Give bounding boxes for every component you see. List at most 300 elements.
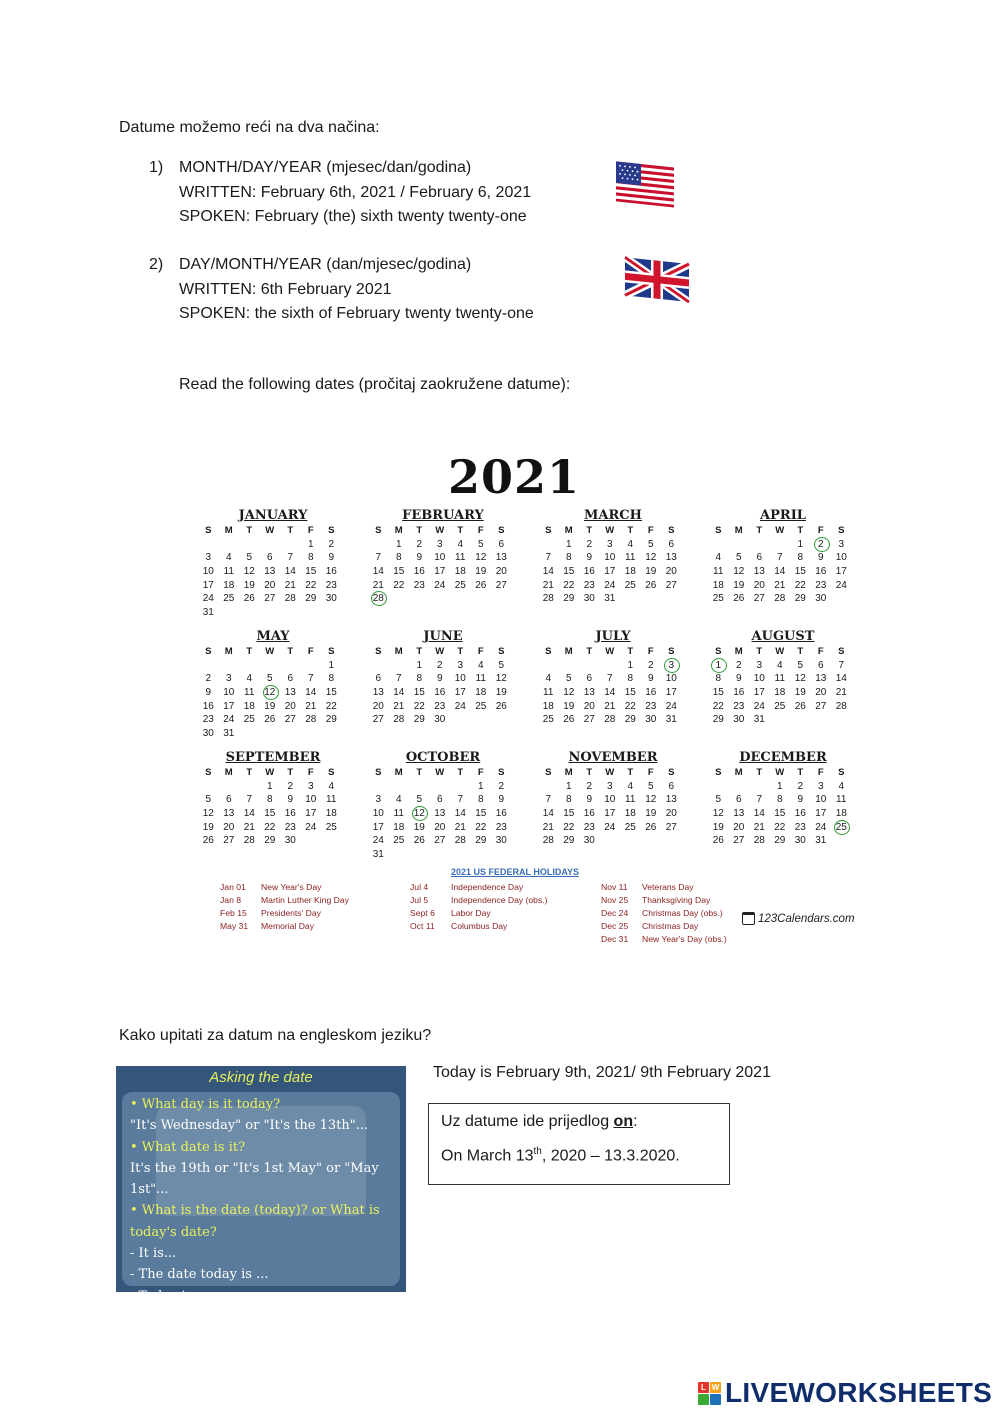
week-row xyxy=(198,565,348,579)
day-cell: 24 xyxy=(454,700,466,712)
week-row xyxy=(708,538,858,552)
day-cell: 8 xyxy=(715,673,722,685)
empty-day xyxy=(321,606,342,620)
day-cell: 9 xyxy=(586,552,593,564)
day-cell: 16 xyxy=(645,686,657,698)
week-row xyxy=(368,672,518,686)
day-cell: 1 xyxy=(328,659,335,671)
holiday-name: Independence Day (obs.) xyxy=(451,895,548,905)
month-september xyxy=(198,750,348,848)
day-cell: 17 xyxy=(223,700,235,712)
empty-day xyxy=(280,659,301,673)
holiday-row xyxy=(601,907,727,920)
weekday-label: T xyxy=(797,767,804,778)
week-row xyxy=(538,700,688,714)
holiday-date: Jul 4 xyxy=(410,882,429,892)
empty-day xyxy=(219,538,240,552)
holiday-date: Jan 8 xyxy=(220,895,242,905)
day-cell: 9 xyxy=(205,686,212,698)
day-cell: 18 xyxy=(393,821,405,833)
day-cell: 11 xyxy=(475,673,486,685)
weekday-label: F xyxy=(647,646,654,657)
holiday-name: Independence Day xyxy=(451,882,524,892)
day-cell: 14 xyxy=(284,565,296,577)
day-cell: 25 xyxy=(624,821,636,833)
day-cell: 1 xyxy=(395,538,402,550)
holiday-date: Nov 11 xyxy=(601,882,628,892)
uk-flag-icon xyxy=(622,256,694,304)
empty-day xyxy=(471,848,492,862)
day-cell: 24 xyxy=(372,835,384,847)
day-cell: 9 xyxy=(586,794,593,806)
empty-day xyxy=(389,780,410,794)
week-row xyxy=(538,579,688,593)
day-cell: 18 xyxy=(712,579,724,591)
day-cell: 12 xyxy=(202,807,214,819)
asking-answer-line: It's the 19th or "It's 1st May" or "May 1st"... xyxy=(130,1160,379,1198)
day-cell: 1 xyxy=(797,538,804,550)
week-row xyxy=(368,565,518,579)
week-row xyxy=(368,821,518,835)
day-cell: 29 xyxy=(774,835,786,847)
week-row xyxy=(198,551,348,565)
weekday-label: M xyxy=(564,646,573,657)
day-cell: 22 xyxy=(305,579,317,591)
day-cell: 1 xyxy=(307,538,314,550)
holidays-title: 2021 US FEDERAL HOLIDAYS xyxy=(451,867,580,877)
day-cell: 12 xyxy=(794,673,806,685)
week-row xyxy=(198,821,348,835)
day-cell: 28 xyxy=(774,593,786,605)
weekday-header xyxy=(198,645,348,659)
empty-day xyxy=(661,834,682,848)
day-cell: 12 xyxy=(563,686,575,698)
week-row xyxy=(538,834,688,848)
day-cell: 26 xyxy=(413,835,425,847)
empty-day xyxy=(368,659,389,673)
day-cell: 24 xyxy=(604,821,616,833)
day-cell: 24 xyxy=(223,714,235,726)
day-cell: 13 xyxy=(284,686,296,698)
day-cell: 11 xyxy=(223,565,234,577)
empty-day xyxy=(239,727,260,741)
week-row xyxy=(708,713,858,727)
week-row xyxy=(368,538,518,552)
day-cell: 9 xyxy=(735,673,742,685)
weekday-label: T xyxy=(416,525,423,536)
day-cell: 15 xyxy=(563,807,575,819)
day-cell: 26 xyxy=(202,835,214,847)
holiday-row xyxy=(410,881,548,894)
day-cell: 8 xyxy=(627,673,634,685)
day-cell: 7 xyxy=(307,673,314,685)
day-cell: 31 xyxy=(665,714,677,726)
holiday-name: Martin Luther King Day xyxy=(261,895,349,905)
week-row xyxy=(368,848,518,862)
day-cell: 31 xyxy=(753,714,765,726)
day-cell: 9 xyxy=(287,794,294,806)
day-cell: 14 xyxy=(542,807,554,819)
day-cell: 21 xyxy=(284,579,296,591)
weekday-label: W xyxy=(265,646,275,657)
day-cell: 22 xyxy=(624,700,636,712)
day-cell: 16 xyxy=(202,700,214,712)
day-cell: 18 xyxy=(835,807,847,819)
week-row xyxy=(708,700,858,714)
day-cell: 19 xyxy=(794,686,806,698)
day-cell: 18 xyxy=(475,686,487,698)
day-cell: 22 xyxy=(393,579,405,591)
day-cell: 6 xyxy=(287,673,294,685)
day-cell: 20 xyxy=(434,821,446,833)
ask-question: Kako upitati za datum na engleskom jeziku? xyxy=(119,1027,432,1044)
logo-square xyxy=(710,1394,721,1405)
day-cell: 5 xyxy=(735,552,742,564)
weekday-label: S xyxy=(838,767,845,778)
day-cell: 7 xyxy=(246,794,253,806)
empty-day xyxy=(661,592,682,606)
weekday-label: T xyxy=(627,767,634,778)
day-cell: 23 xyxy=(495,821,507,833)
empty-day xyxy=(831,592,852,606)
day-cell: 22 xyxy=(563,579,575,591)
day-cell: 1 xyxy=(776,780,783,792)
empty-day xyxy=(708,780,729,794)
weekday-label: W xyxy=(435,767,445,778)
weekday-label: S xyxy=(545,767,552,778)
day-cell: 1 xyxy=(266,780,273,792)
day-cell: 30 xyxy=(794,835,806,847)
day-cell: 30 xyxy=(583,835,595,847)
day-cell: 14 xyxy=(393,686,405,698)
day-cell: 31 xyxy=(604,593,616,605)
day-cell: 26 xyxy=(712,835,724,847)
empty-day xyxy=(811,713,832,727)
day-cell: 29 xyxy=(475,835,487,847)
weekday-label: F xyxy=(477,646,484,657)
day-cell: 3 xyxy=(606,538,613,550)
day-cell: 20 xyxy=(583,700,595,712)
day-cell: 6 xyxy=(586,673,593,685)
circled-day-cell: 2 xyxy=(811,538,832,552)
day-cell: 14 xyxy=(305,686,317,698)
day-cell: 22 xyxy=(264,821,276,833)
holiday-name: Columbus Day xyxy=(451,921,508,931)
weekday-header xyxy=(708,645,858,659)
month-july xyxy=(538,629,688,727)
week-row xyxy=(198,700,348,714)
day-cell: 13 xyxy=(665,794,677,806)
holiday-date: Dec 25 xyxy=(601,921,629,931)
weekday-label: S xyxy=(498,646,505,657)
empty-day xyxy=(620,834,641,848)
day-cell: 27 xyxy=(372,714,384,726)
day-cell: 21 xyxy=(753,821,765,833)
day-cell: 28 xyxy=(753,835,765,847)
weekday-header xyxy=(198,524,348,538)
day-cell: 14 xyxy=(835,673,847,685)
weekday-header xyxy=(538,524,688,538)
day-cell: 1 xyxy=(627,659,634,671)
day-cell: 21 xyxy=(835,686,847,698)
day-cell: 11 xyxy=(244,686,255,698)
day-cell: 2 xyxy=(586,538,593,550)
day-cell: 21 xyxy=(372,579,384,591)
day-cell: 30 xyxy=(202,727,214,739)
day-cell: 20 xyxy=(495,565,507,577)
day-cell: 2 xyxy=(735,659,742,671)
empty-day xyxy=(538,538,559,552)
asking-question-line: • What day is it today? xyxy=(130,1097,281,1112)
weekday-label: F xyxy=(307,767,314,778)
empty-day xyxy=(641,834,662,848)
month-february xyxy=(368,508,518,606)
day-cell: 15 xyxy=(305,565,317,577)
empty-day xyxy=(538,780,559,794)
logo-square: L xyxy=(698,1382,709,1393)
day-cell: 6 xyxy=(668,538,675,550)
day-cell: 21 xyxy=(542,579,554,591)
empty-day xyxy=(301,834,322,848)
day-cell: 9 xyxy=(817,552,824,564)
week-row xyxy=(538,672,688,686)
day-cell: 6 xyxy=(436,794,443,806)
weekday-label: S xyxy=(498,767,505,778)
holiday-name: Christmas Day (obs.) xyxy=(642,908,723,918)
day-cell: 15 xyxy=(712,686,724,698)
day-cell: 30 xyxy=(434,714,446,726)
day-cell: 16 xyxy=(583,565,595,577)
day-cell: 2 xyxy=(797,780,804,792)
empty-day xyxy=(389,592,410,606)
weekday-label: T xyxy=(246,525,253,536)
day-cell: 5 xyxy=(647,538,654,550)
weekday-label: W xyxy=(605,525,615,536)
weekday-label: S xyxy=(205,767,212,778)
day-cell: 6 xyxy=(225,794,232,806)
day-cell: 26 xyxy=(243,593,255,605)
day-cell: 31 xyxy=(202,606,214,618)
empty-day xyxy=(749,538,770,552)
day-cell: 18 xyxy=(223,579,235,591)
week-row xyxy=(708,834,858,848)
day-cell: 10 xyxy=(454,673,466,685)
circled-day-cell: 12 xyxy=(409,807,430,821)
week-row xyxy=(538,780,688,794)
empty-day xyxy=(790,713,811,727)
empty-day xyxy=(770,713,791,727)
day-cell: 12 xyxy=(495,673,507,685)
day-cell: 23 xyxy=(583,821,595,833)
day-cell: 26 xyxy=(563,714,575,726)
weekday-label: F xyxy=(307,646,314,657)
weekday-label: S xyxy=(838,646,845,657)
empty-day xyxy=(301,606,322,620)
day-cell: 17 xyxy=(665,686,677,698)
week-row xyxy=(368,834,518,848)
day-cell: 3 xyxy=(838,538,845,550)
day-cell: 21 xyxy=(454,821,466,833)
weekday-label: T xyxy=(287,525,294,536)
day-cell: 8 xyxy=(797,552,804,564)
day-cell: 31 xyxy=(372,848,384,860)
calendar-icon xyxy=(742,912,755,925)
day-cell: 23 xyxy=(583,579,595,591)
week-row xyxy=(708,565,858,579)
day-cell: 29 xyxy=(413,714,425,726)
weekday-label: W xyxy=(435,646,445,657)
day-cell: 7 xyxy=(838,659,845,671)
day-cell: 1 xyxy=(416,659,423,671)
day-cell: 28 xyxy=(542,835,554,847)
month-title: JANUARY xyxy=(238,508,308,523)
empty-day xyxy=(430,780,451,794)
preposition-line xyxy=(441,1113,729,1131)
day-cell: 13 xyxy=(434,807,446,819)
empty-day xyxy=(450,848,471,862)
empty-day xyxy=(450,780,471,794)
month-title: JUNE xyxy=(423,629,463,644)
day-cell: 24 xyxy=(434,579,446,591)
asking-lines xyxy=(130,1094,406,1307)
month-january xyxy=(198,508,348,620)
weekday-label: T xyxy=(246,646,253,657)
weekday-label: T xyxy=(586,525,593,536)
day-cell: 5 xyxy=(565,673,572,685)
month-title: AUGUST xyxy=(751,629,815,644)
empty-day xyxy=(729,780,750,794)
day-cell: 14 xyxy=(753,807,765,819)
day-cell: 4 xyxy=(328,780,335,792)
holiday-date: Jul 5 xyxy=(410,895,429,905)
week-row xyxy=(538,538,688,552)
day-cell: 2 xyxy=(498,780,505,792)
day-cell: 28 xyxy=(243,835,255,847)
day-cell: 13 xyxy=(815,673,827,685)
weekday-label: S xyxy=(328,525,335,536)
week-row xyxy=(708,672,858,686)
weekday-header xyxy=(368,645,518,659)
day-cell: 20 xyxy=(665,807,677,819)
day-cell: 20 xyxy=(264,579,276,591)
day-cell: 11 xyxy=(625,552,636,564)
day-cell: 12 xyxy=(645,552,657,564)
week-row xyxy=(198,579,348,593)
day-cell: 28 xyxy=(604,714,616,726)
day-cell: 17 xyxy=(202,579,214,591)
holiday-row xyxy=(220,907,349,920)
day-cell: 4 xyxy=(457,538,464,550)
weekday-label: S xyxy=(715,767,722,778)
week-row xyxy=(198,659,348,673)
day-cell: 25 xyxy=(393,835,405,847)
day-cell: 1 xyxy=(565,538,572,550)
week-row xyxy=(708,807,858,821)
day-cell: 29 xyxy=(794,593,806,605)
day-cell: 8 xyxy=(328,673,335,685)
weekday-label: T xyxy=(457,767,464,778)
brand-text: 123Calendars.com xyxy=(758,912,855,925)
month-title: NOVEMBER xyxy=(568,750,658,765)
day-cell: 16 xyxy=(794,807,806,819)
empty-day xyxy=(430,592,451,606)
day-cell: 25 xyxy=(542,714,554,726)
week-row xyxy=(368,592,518,606)
weekday-label: W xyxy=(775,767,785,778)
day-cell: 3 xyxy=(756,659,763,671)
day-cell: 10 xyxy=(604,794,616,806)
empty-day xyxy=(219,606,240,620)
empty-day xyxy=(219,780,240,794)
empty-day xyxy=(579,659,600,673)
holiday-name: Presidents' Day xyxy=(261,908,321,918)
empty-day xyxy=(831,713,852,727)
holiday-row xyxy=(410,920,548,933)
weekday-label: W xyxy=(605,767,615,778)
method-month-day-year xyxy=(149,156,531,230)
day-cell: 15 xyxy=(413,686,425,698)
method-format-line: MONTH/DAY/YEAR (mjesec/dan/godina) xyxy=(179,159,472,176)
empty-day xyxy=(471,713,492,727)
preposition-prefix: Uz datume ide prijedlog xyxy=(441,1113,614,1130)
today-text: Today is February 9th, 2021/ 9th February 2021 xyxy=(433,1064,771,1081)
day-cell: 23 xyxy=(284,821,296,833)
weekday-label: F xyxy=(477,767,484,778)
week-row xyxy=(708,579,858,593)
holiday-date: May 31 xyxy=(220,921,249,931)
month-november xyxy=(538,750,688,848)
weekday-label: T xyxy=(586,646,593,657)
day-cell: 2 xyxy=(647,659,654,671)
day-cell: 9 xyxy=(436,673,443,685)
week-row xyxy=(538,659,688,673)
weekday-label: F xyxy=(647,525,654,536)
day-cell: 5 xyxy=(246,552,253,564)
day-cell: 22 xyxy=(563,821,575,833)
method-spoken-line: SPOKEN: the sixth of February twenty twenty-one xyxy=(179,305,534,322)
empty-day xyxy=(321,834,342,848)
day-cell: 18 xyxy=(243,700,255,712)
holiday-row xyxy=(220,881,349,894)
day-cell: 24 xyxy=(665,700,677,712)
empty-day xyxy=(260,659,281,673)
weekday-header xyxy=(538,766,688,780)
asking-question-line: today's date? xyxy=(130,1224,217,1240)
day-cell: 18 xyxy=(624,807,636,819)
empty-day xyxy=(409,592,430,606)
day-cell: 2 xyxy=(287,780,294,792)
week-row xyxy=(708,659,858,673)
logo-square: W xyxy=(711,1382,720,1392)
week-row xyxy=(198,727,348,741)
day-cell: 30 xyxy=(325,593,337,605)
weekday-label: S xyxy=(205,646,212,657)
weekday-label: T xyxy=(756,767,763,778)
empty-day xyxy=(219,659,240,673)
day-cell: 30 xyxy=(733,714,745,726)
weekday-label: S xyxy=(715,525,722,536)
day-cell: 22 xyxy=(712,700,724,712)
day-cell: 7 xyxy=(545,552,552,564)
day-cell: 27 xyxy=(665,579,677,591)
weekday-label: T xyxy=(416,646,423,657)
day-cell: 11 xyxy=(774,673,785,685)
calendar-brand xyxy=(742,912,855,925)
weekday-label: S xyxy=(838,525,845,536)
holiday-name: New Year's Day xyxy=(261,882,322,892)
day-cell: 20 xyxy=(753,579,765,591)
day-cell: 25 xyxy=(624,579,636,591)
